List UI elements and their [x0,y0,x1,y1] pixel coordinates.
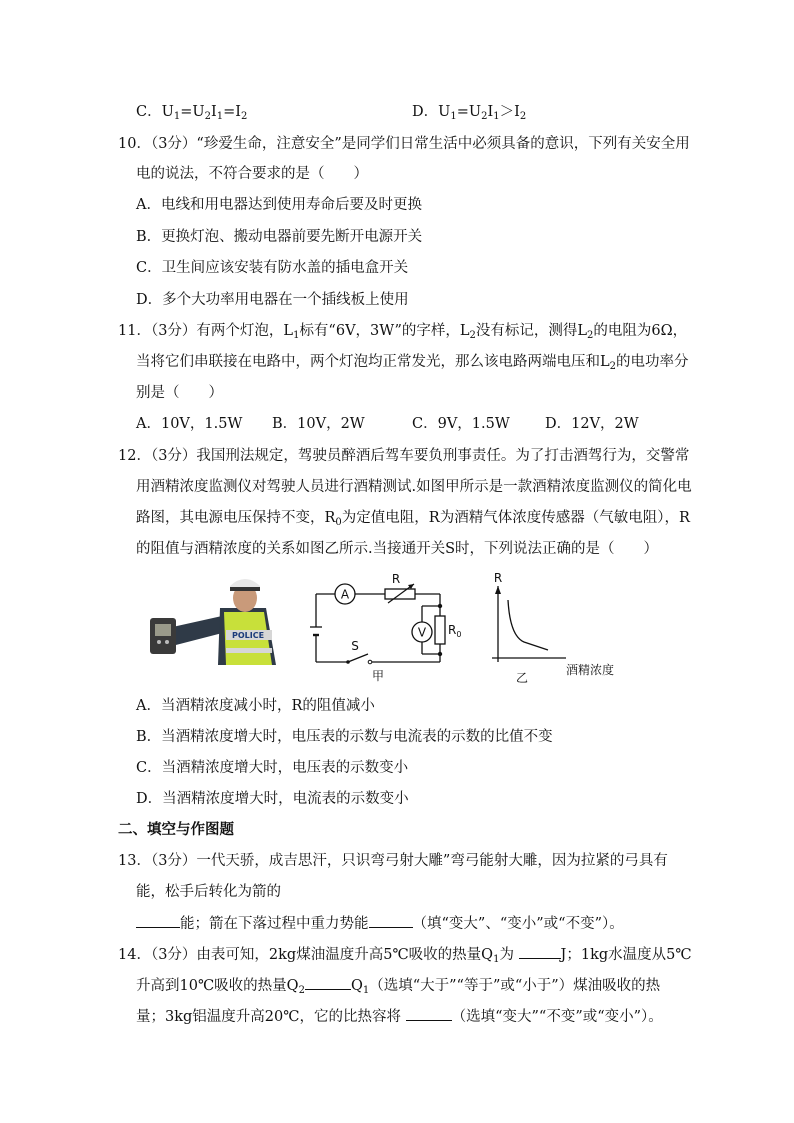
q12-stem-line1: 12．（3分）我国刑法规定，驾驶员醉酒后驾车要负刑事责任。为了打击酒驾行为，交警常 [118,448,690,464]
q14-stem-line2: 升高到10℃吸收的热量$Q_2$ $Q_1$（选填“大于”“等于”或“小于”）煤油吸收的热 [136,975,660,996]
q11-option-a: A．10V，1.5W [136,416,243,432]
q10-option-d: D．多个大功率用电器在一个插线板上使用 [136,292,409,308]
q11-stem-line1: 11．（3分）有两个灯泡，$L_1$标有“6V，3W”的字样，$L_2$没有标记，测得$L_2$的电阻为6Ω， [118,323,688,341]
variable-resistor-r [385,572,415,603]
q13-blank-2[interactable] [369,913,413,928]
q12-option-b: B．当酒精浓度增大时，电压表的示数与电流表的示数的比值不变 [136,729,553,745]
y-axis-arrow [495,586,501,594]
ammeter-label: A [340,587,350,602]
q9-option-d: D．$U_1=U_2I_1>I_2$ [412,104,527,122]
police-officer-photo [148,570,280,665]
q14-stem-line1: 14．（3分）由表可知，2kg煤油温度升高5℃吸收的热量$Q_1$为 J；1kg水温度从5℃ [118,944,692,965]
q12-stem-line3: 路图，其电源电压保持不变，$R_0$为定值电阻，R为酒精气体浓度传感器（气敏电阻），R [136,510,690,528]
q11-stem-line2: 当将它们串联接在电路中，两个灯泡均正常发光，那么该电路两端电压和$L_2$的电功率分 [136,354,689,372]
q14-blank-2[interactable] [305,975,351,990]
q12-option-d: D．当酒精浓度增大时，电流表的示数变小 [136,791,409,807]
q12-option-a: A．当酒精浓度减小时，R的阻值减小 [136,698,375,714]
figure-jia-label: 甲 [371,669,385,683]
graph-y-axis-label: R [493,571,503,585]
q12-stem-line4: 的阻值与酒精浓度的关系如图乙所示.当接通开关S时，下列说法正确的是（ ） [136,541,659,557]
voltmeter-label: V [417,625,427,640]
resistor-r0 [435,616,461,644]
q11-option-d: D．12V，2W [545,416,639,432]
q11-stem-line3: 别是（ ） [136,385,223,401]
switch-s [346,639,372,664]
q10-option-b: B．更换灯泡、搬动电器前要先断开电源开关 [136,229,423,245]
ammeter-symbol [335,584,355,604]
q14-blank-1[interactable] [519,944,561,959]
q14-stem-line3: 量；3kg铝温度升高20℃，它的比热容将 （选填“变大”“不变”或“变小”）。 [136,1006,663,1027]
figure-yi-label: 乙 [515,671,529,685]
q11-option-b: B．10V，2W [272,416,365,432]
q10-stem-line2: 电的说法，不符合要求的是（ ） [136,166,368,182]
q13-stem-line1: 13．（3分）一代天骄，成吉思汗，只识弯弓射大雕”弯弓能射大雕，因为拉紧的弓具有 [118,853,668,869]
vest-text: POLICE [231,631,265,640]
q14-blank-3[interactable] [406,1006,452,1021]
q12-option-c: C．当酒精浓度增大时，电压表的示数变小 [136,760,409,776]
circuit-diagram [300,570,460,682]
q13-blank-1[interactable] [136,913,180,928]
graph-x-axis-label: 酒精浓度 [566,663,615,677]
q10-option-c: C．卫生间应该安装有防水盖的插电盒开关 [136,260,409,276]
q11-option-c: C．9V，1.5W [412,416,510,432]
q9-option-c: C．$U_1=U_2I_1=I_2$ [136,104,248,122]
resistance-concentration-graph [478,570,618,688]
q10-option-a: A．电线和用电器达到使用寿命后要及时更换 [136,197,422,213]
switch-label: S [351,639,359,653]
section-heading: 二、填空与作图题 [118,821,234,838]
resistance-curve [508,600,548,650]
voltmeter-symbol [412,622,432,642]
r0-label: $R_0$ [448,623,462,639]
q12-stem-line2: 用酒精浓度监测仪对驾驶人员进行酒精测试.如图甲所示是一款酒精浓度监测仪的简化电 [136,479,692,495]
resistor-r-label: R [391,572,401,586]
q13-stem-line2: 能，松手后转化为箭的 [136,884,281,900]
q13-stem-line3: 能；箭在下落过程中重力势能 （填“变大”、“变小”或“不变”）。 [136,913,624,934]
q10-stem-line1: 10．（3分）“珍爱生命，注意安全”是同学们日常生活中必须具备的意识，下列有关安全用 [118,136,690,152]
